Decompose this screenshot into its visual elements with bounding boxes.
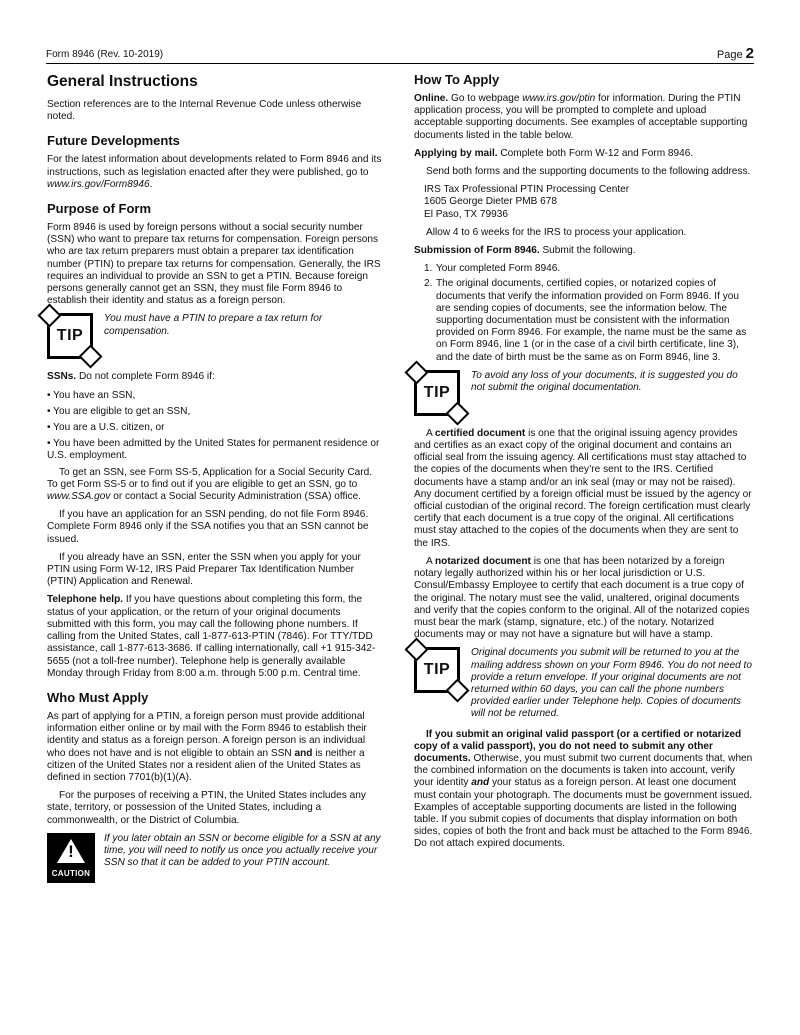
ssns-paragraph: SSNs. Do not complete Form 8946 if: (47, 371, 215, 383)
tip-notice-originals (414, 370, 754, 420)
online-text: Online. Go to webpage www.irs.gov/ptin for information. During the PTIN application process, you will be prompted to complete and upload acceptable supporting documents. See examples of acceptable supporting documents listed in the table below. (414, 93, 748, 141)
notarized-document-text: A notarized document is one that has been notarized by a foreign notary legally authorized within his or her local jurisdiction or U.S. Consul/Embassy Employee to certify that each document is a true copy of the original. The notary must see the valid, unaltered, original documents and verify that the copies conform to the original. All of the notarized copies must bear the mark (stamp, signature, etc.) of the notary. Notarized documents may or may not have a signature but will have a stamp. (414, 555, 750, 641)
page-number: Page 2 (716, 45, 754, 62)
telephone-help-text: Telephone help. If you have questions about completing this form, the status of your application, or the return of your original documents submitted with this form, you may call the following phone numbers. If calling from the United States, call 1-877-613-PTIN (7846). For TTY/TDD assistance, call 1-877-613-3686. If calling internationally, call +1 915-342-5655 (not a toll-free number). Telephone help is generally available Monday through Friday from 8:00 a.m. through 5:00 p.m. Central time. (47, 594, 376, 679)
page-header (46, 44, 754, 64)
list-item: • You are a U.S. citizen, or (47, 422, 165, 434)
processing-time-text: Allow 4 to 6 weeks for the IRS to process your application. (426, 226, 687, 238)
caution-icon: ! CAUTION (47, 833, 95, 883)
submission-list (424, 263, 754, 364)
ssn-bullet-list (47, 390, 384, 463)
certified-document-text: A certified document is one that the original issuing agency provides and certifies as an exact copy of the original document and contains an official seal from the issuing agency. All certifications must stay attached to the copies of the documents when they’re sent to the IRS. Certified documents have a stamp and/or an ink seal (may or may not be raised). Any document certified by a foreign official must be issued by the agency or official custodian of the original record. The foreign certification must clearly certify that each document is a true copy of the original. All certifications must stay attached to the copies of the documents when they are sent to the IRS. (414, 427, 752, 549)
list-item: • You have an SSN, (47, 389, 136, 401)
general-instructions-heading: General Instructions (47, 73, 198, 90)
caution-text: If you later obtain an SSN or become eligible for a SSN at any time, you will need to notify us once you actually receive your SSN so that it can be added to your PTIN account. (104, 832, 381, 869)
list-item: • You are eligible to get an SSN, (47, 405, 191, 417)
send-forms-text: Send both forms and the supporting documents to the following address. (426, 166, 751, 178)
left-column (47, 70, 384, 891)
form8946-link[interactable]: www.irs.gov/Form8946 (47, 178, 150, 190)
list-item: 2. The original documents, certified copies, or notarized copies of documents that verify the information provided on Form 8946. If you are sending copies of documents, see the information below. The supporting documentation must be consistent with the information provided on Form 8946. For example, the name must be the same as on Form 8946, line 1 (or in the case of a civil birth certificate, line 3), and the date of birth must be the same as on Form 8946, line 3. (424, 278, 747, 363)
future-developments-text: For the latest information about developments related to Form 8946 and its instructions, such as legislation enacted after they were published, go to www.irs.gov/Form8946. (47, 154, 382, 190)
list-item: • You have been admitted by the United States for permanent residence or U.S. employment. (47, 438, 380, 462)
right-column (414, 70, 754, 857)
ptin-link[interactable]: www.irs.gov/ptin (522, 93, 596, 104)
header-rule (46, 63, 754, 64)
list-item: 1. Your completed Form 8946. (424, 263, 561, 275)
united-states-definition: For the purposes of receiving a PTIN, the United States includes any state, territory, or possession of the United States, including a commonwealth, or the District of Columbia. (47, 790, 366, 826)
ssa-link[interactable]: www.SSA.gov (47, 491, 111, 503)
passport-text: If you submit an original valid passport (or a certified or notarized copy of a valid passport), you do not need to submit any other documents. Otherwise, you must submit two current documents that, when the combined information on the documents is taken into account, verify your identity and your status as a foreign person. At least one document must contain your photograph. The documents must be government issued. Examples of acceptable supporting documents are listed in the following table. If you submit copies of documents that display information on both sides, copies of both the front and back must be attached to the Form 8946. Do not attach expired documents. (414, 728, 753, 850)
tip-icon: TIP (47, 313, 93, 359)
caution-notice (47, 833, 384, 883)
page-number-value: 2 (745, 45, 754, 62)
tip-text: Original documents you submit will be returned to you at the mailing address shown on your Form 8946. You do not need to provide a return envelope. If your original documents are not returned within 60 days, you can call the phone numbers provided earlier under Telephone help. Copies of documents will not be returned. (471, 647, 752, 720)
mail-text: Applying by mail. Complete both Form W-12 and Form 8946. (414, 147, 694, 159)
ssn-application-text: To get an SSN, see Form SS-5, Application for a Social Security Card. To get Form SS-5 or to find out if you are eligible to get an SSN, go to www.SSA.gov or contact a Social Security Administration (SSA) office. (47, 466, 373, 503)
tip-icon: TIP (414, 647, 460, 693)
how-to-apply-heading: How To Apply (414, 72, 500, 87)
tip-notice-ptin (47, 313, 384, 363)
tip-text: You must have a PTIN to prepare a tax return for compensation. (104, 313, 323, 337)
ssn-pending-text: If you have an application for an SSN pending, do not file Form 8946. Complete Form 8946 only if the SSA notifies you that an SSN cannot be issued. (47, 509, 369, 545)
tip-text: To avoid any loss of your documents, it is suggested you do not submit the original documentation. (471, 369, 738, 394)
future-developments-heading: Future Developments (47, 133, 180, 149)
mailing-address: IRS Tax Professional PTIN Processing Center 1605 George Dieter PMB 678 El Paso, TX 79936 (424, 184, 630, 220)
purpose-text: Form 8946 is used by foreign persons without a social security number (SSN) who want to prepare tax returns for compensation. Foreign persons who are tax return preparers must obtain a preparer tax identification number (PTIN) to prepare tax returns for compensation. Generally, the IRS requires an individual to provide an SSN to get a PTIN. Because foreign persons generally cannot get an SSN, they must file Form 8946 to establish their identity and status as a foreign person. (47, 222, 381, 307)
who-must-apply-text: As part of applying for a PTIN, a foreign person must provide additional information either online or by mail with the Form 8946 to establish their identity and status as a foreign person. A foreign person is an individual who does not have and is not eligible to obtain an SSN and is neither a citizen of the United States nor a resident alien of the United States as defined in section 7701(b)(1)(A). (47, 710, 367, 783)
form-identifier: Form 8946 (Rev. 10-2019) (46, 49, 164, 60)
ssn-existing-text: If you already have an SSN, enter the SSN when you apply for your PTIN using Form W-12, IRS Paid Preparer Tax Identification Number (PTIN) Application and Renewal. (47, 551, 361, 588)
purpose-heading: Purpose of Form (47, 201, 152, 217)
tip-notice-returns (414, 647, 754, 720)
submission-text: Submission of Form 8946. Submit the following. (414, 245, 636, 257)
who-must-apply-heading: Who Must Apply (47, 689, 149, 705)
tip-icon: TIP (414, 370, 460, 416)
intro-text: Section references are to the Internal Revenue Code unless otherwise noted. (47, 99, 362, 123)
